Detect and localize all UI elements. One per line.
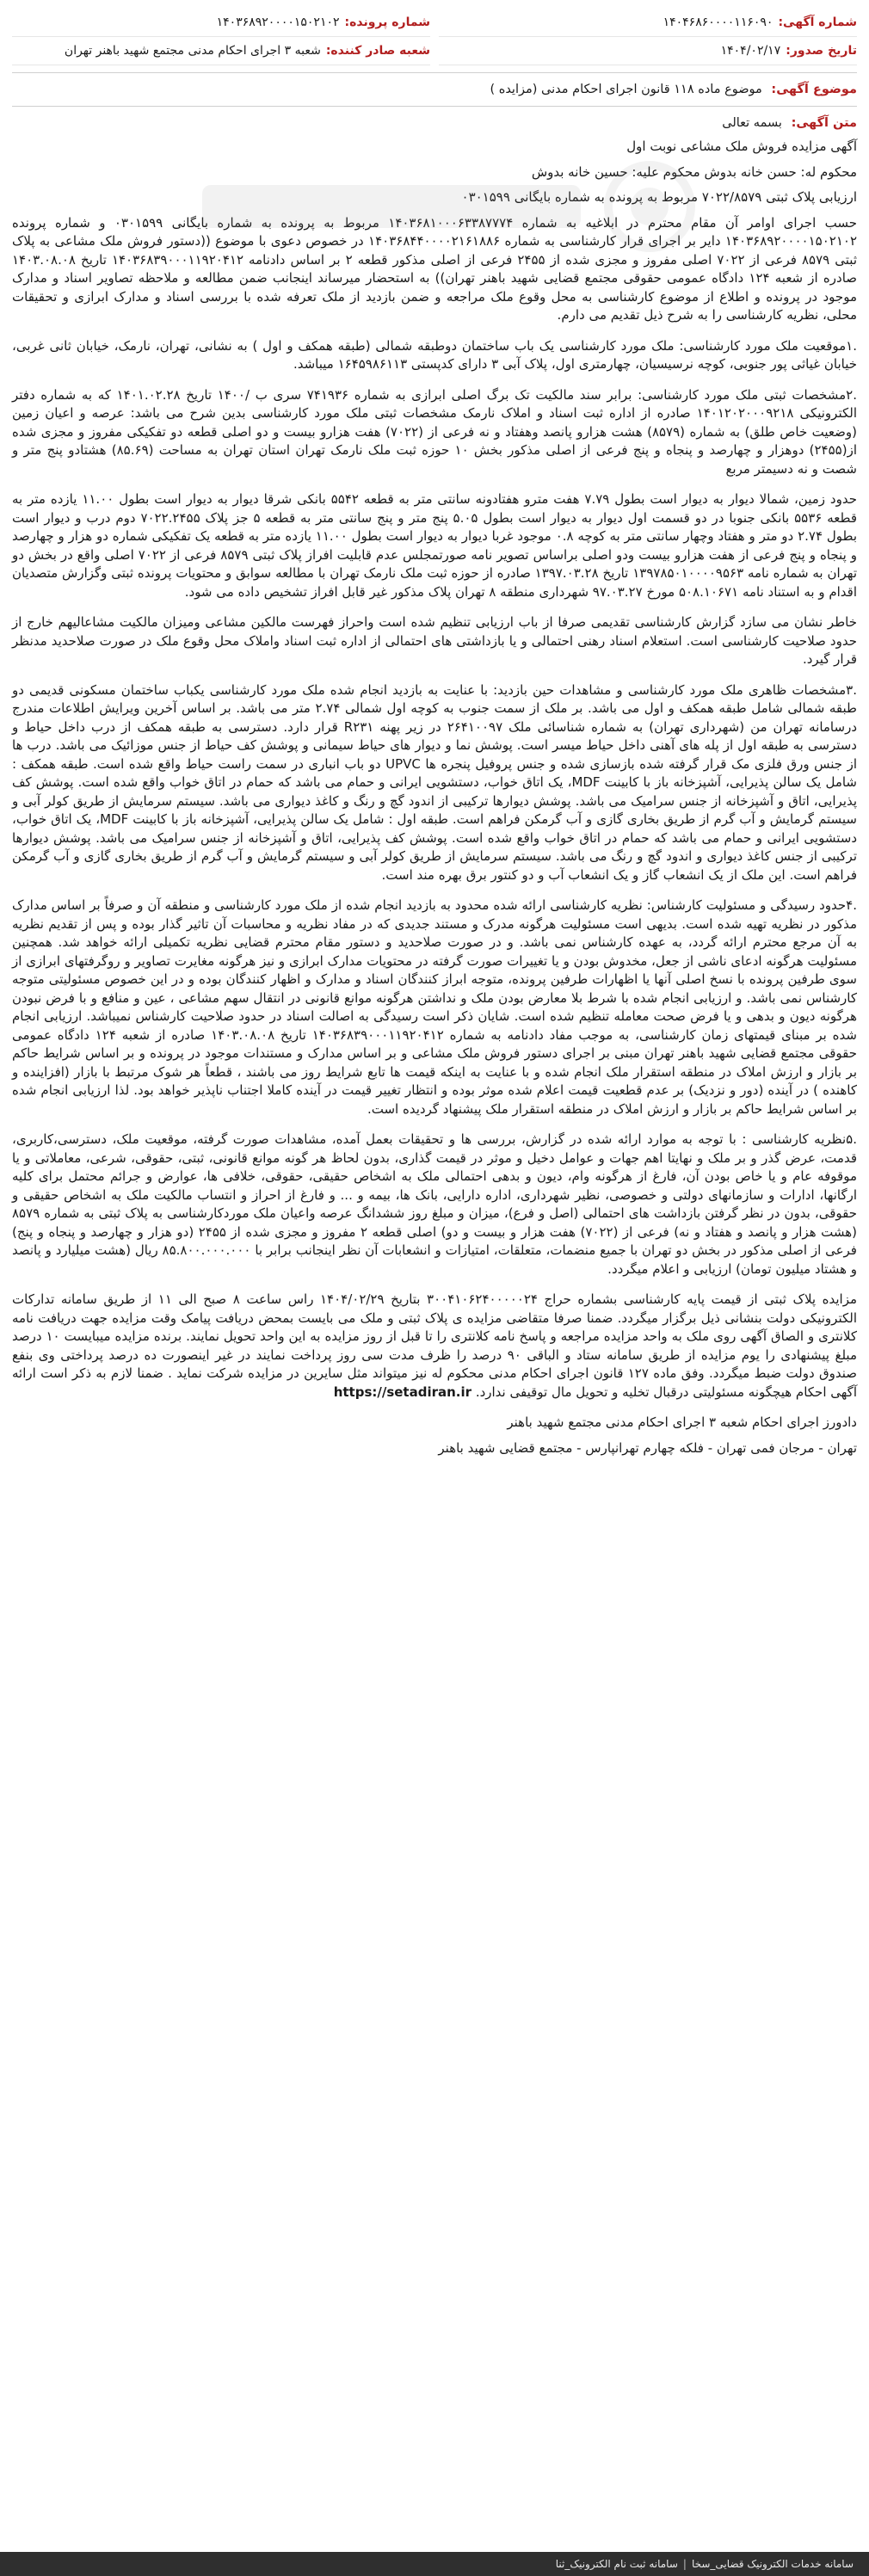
- case-number-value: ۱۴۰۳۶۸۹۲۰۰۰۰۱۵۰۲۱۰۲: [216, 15, 340, 29]
- notice-number-value: ۱۴۰۴۶۸۶۰۰۰۰۱۱۶۰۹۰: [663, 15, 773, 29]
- notice-number-label: شماره آگهی:: [778, 15, 857, 29]
- disclaimer-paragraph: خاطر نشان می سازد گزارش کارشناسی تقدیمی صرفا از باب ارزیابی تنظیم شده است واحراز فهرست مالکین مشاعی ومیزان مالکیت مشاعالیهم خارج از حدود صلاحیت کارشناسی است. استعلام اسناد رهنی احتمالی و یا بازداشتی های احتمالی از اداره ثبت اسناد واملاک محل وقوع ملک در صورت صلاحدید مدنظر قرار گیرد.: [12, 614, 857, 667]
- auction-terms-paragraph: [12, 1291, 857, 1402]
- address: تهران - مرجان فمی تهران - فلکه چهارم تهرانپارس - مجتمع قضایی شهید باهنر: [438, 1439, 857, 1456]
- notice-header: [12, 9, 857, 65]
- issue-date-value: ۱۴۰۴/۰۲/۱۷: [720, 44, 781, 58]
- setad-link[interactable]: https://setadiran.ir: [333, 1384, 472, 1400]
- issuing-branch-value: شعبه ۳ اجرای احکام مدنی مجتمع شهید باهنر تهران: [64, 44, 321, 58]
- registration-paragraph: .۲مشخصات ثبتی ملک مورد کارشناسی: برابر سند مالکیت تک برگ اصلی ابرازی به شماره ۷۴۱۹۳۶ سری ب /۱۴۰۰ تاریخ ۱۴۰۱.۰۲.۲۸ که به شماره دفتر الکترونیکی ۱۴۰۱۲۰۲۰۰۰۹۲۱۸ صادره از اداره ثبت اسناد و املاک نارمک مشخصات ثبتی ملک مورد کارشناسی بدین شرح می باشد: عرصه و اعیان زمین (وضعیت خاص طلق) به شماره (۸۵۷۹) هشت هزارو پانصد وهفتاد و نه فرعی از (۷۰۲۲) هفت هزارو بیست و دو اصلی قطعه دو تفکیکی مفروز و مجزی شده از(۲۴۵۵) دوهزار و چهارصد و پنجاه و پنج فرعی از اصلی مذکور بخش ۱۰ حوزه ثبت ملک نارمک تهران استان تهران به مساحت (۸۵.۶۹) هشتادو پنج متر و شصت و نه دسیمتر مربع: [12, 386, 858, 477]
- header-left-column: [12, 9, 430, 65]
- appearance-paragraph: .۳مشخصات ظاهری ملک مورد کارشناسی و مشاهدات حین بازدید: با عنایت به بازدید انجام شده ملک مورد کارشناسی یکباب ساختمان مسکونی قدیمی دو طبقه شمالی شامل طبقه همکف و اول می باشد. بر ملک از سمت جنوب به کوچه اول شمالی ۲.۷۴ متر می باشد. بر اساس آخرین ویرایش اطلاعات مندرج درسامانه تهران من (شهرداری تهران) به شماره شناسائی ملک ۲۶۴۱۰۰۹۷ در زیر پهنه R۲۳۱ قرار دارد. دسترسی به طبقه همکف از درب داخل حیاط و دسترسی به طبقه اول از پله های آهنی داخل حیاط میسر است. پوشش نما و دیوار های حیاط سیمانی و پوشش کف حیاط از جنس موزائیک می باشد. درب ها از جنس ورق فلزی مک قرار گرفته شده بازسازی شده و جنس پروفیل پنجره ها UPVC دو باب انباری در سمت راست حیاط واقع شده است. طبقه همکف : شامل یک سالن پذیرایی، آشپزخانه باز با کابینت MDF، یک اتاق خواب، دستشویی ایرانی و حمام می باشد که حمام در اتاق خواب واقع شده است. پوشش کف پذیرایی، اتاق و آشپزخانه از جنس سرامیک می باشد. پوشش دیوارها ترکیبی از اندود گچ و رنگ و کاغذ دیواری می باشد. سیستم سرمایش از طریق کولر آبی و سیستم گرمایش و آب گرم از طریق بخاری گازی و آب گرمکن فراهم است. طبقه اول : شامل یک سالن پذیرایی، آشپزخانه باز با کابینت MDF، یک اتاق خواب، دستشویی ایرانی و حمام می باشد که حمام در اتاق خواب واقع شده است. پوشش کف پذیرایی، اتاق و آشپزخانه از جنس سرامیک می باشد. پوشش دیوارها ترکیبی از جنس کاغذ دیواری و اندود گچ و رنگ می باشد. سیستم سرمایش از طریق کولر آبی و سیستم گرمایش و آب گرم از طریق بخاری گازی و آب گرمکن فراهم است. این ملک از یک انشعاب گاز و یک انشعاب آب و دو کنتور برق بهره مند است.: [12, 681, 858, 883]
- notice-text-label: متن آگهی:: [791, 116, 857, 130]
- header-divider: [12, 72, 857, 73]
- notice-subject: [12, 80, 857, 99]
- issue-date-row: [439, 37, 857, 65]
- boundaries-paragraph: حدود زمین، شمالا دیوار به دیوار است بطول ۷.۷۹ هفت مترو هفتادونه سانتی متر به قطعه ۵۵۴۲ بانکی شرقا دیوار به دیوار است بطول ۱۱.۰۰ یازده متر به قطعه ۵۵۳۶ بانکی جنوبا در دو قسمت اول دیوار به دیوار است بطول ۵.۰۵ پنج متر و پنج سانتی متر به قطعه ۵ جز پلاک ۷۰۲۲.۲۴۵۵ دوم درب و دیوار است بطول ۲.۷۴ دو متر و هفتاد وچهار سانتی متر به کوچه ۰.۸ موجود غربا دیوار به دیوار است بطول ۱۱.۰۰ یازده متر به قطعه یک تفکیکی شماره دو هزار و چهارصد و پنجاه و پنج فرعی از هفت هزارو بیست ودو اصلی براساس تصویر نامه صورتمجلس عدم قابلیت افراز پلاک ثبتی ۸۵۷۹ فرعی از ۷۰۲۲ اصلی واقع در بخش دو تهران به شماره نامه ۱۳۹۷۸۵۰۱۰۰۰۰۹۵۶۳ تاریخ ۱۳۹۷.۰۳.۲۸ صادره از حوزه ثبت ملک نارمک تهران با مطالعه سوابق و محتویات پرونده ثبتی وگزارش متصدیان اقدام و به استناد نامه ۵۰۸.۱۰۶۷۱ مورخ ۹۷.۰۳.۲۷ شهرداری منطقه ۸ تهران پلاک مذکور غیر قابل افراز تشخیص داده می شود.: [12, 491, 858, 600]
- notice-number-row: [439, 9, 857, 37]
- footer-bar: [0, 2552, 869, 2576]
- location-paragraph: .۱موقعیت ملک مورد کارشناسی: ملک مورد کارشناسی یک باب ساختمان دوطبقه شمالی (طبقه همکف و اول ) به نشانی، تهران، نارمک، خیابان ثانی غربی، خیابان غیاثی پور جنوبی، کوچه نرسیسیان، چهارمتری اول، پلاک آبی ۳ دارای کدپستی ۱۶۴۵۹۸۶۱۱۳ میباشد.: [12, 337, 857, 372]
- signature: دادورز اجرای احکام شعبه ۳ اجرای احکام مدنی مجتمع شهید باهنر: [507, 1414, 857, 1430]
- header-right-column: [439, 9, 857, 65]
- notice-body: [12, 138, 857, 1457]
- parties: محکوم له: حسن خانه بدوش محکوم علیه: حسین خانه بدوش: [531, 163, 857, 180]
- notice-text-heading: [12, 114, 857, 132]
- intro-paragraph: حسب اجرای اوامر آن مقام محترم در ابلاغیه به شماره ۱۴۰۳۶۸۱۰۰۰۶۳۳۸۷۷۷۴ مربوط به پرونده به شماره بایگانی ۰۳۰۱۵۹۹ و شماره پرونده ۱۴۰۳۶۸۹۲۰۰۰۰۱۵۰۲۱۰۲ دایر بر اجرای قرار کارشناسی به شماره ۱۴۰۳۶۸۴۴۰۰۰۰۲۱۶۱۸۸۶ در خصوص دعوی با موضوع ((دستور فروش ملک مشاعی به پلاک ثبتی ۸۵۷۹ فرعی از ۷۰۲۲ اصلی مفروز و مجزی شده از ۲۴۵۵ فرعی از اصلی مذکور قطعه ۲ بر اساس دادنامه ۱۴۰۳۶۸۳۹۰۰۰۱۱۹۲۰۴۱۲ تاریخ ۱۴۰۳.۰۸.۰۸ صادره از شعبه ۱۲۴ دادگاه عمومی حقوقی مجتمع قضایی شهید باهنر تهران)) به استحضار میرساند اینجانب ضمن مطالعه و ملاحظه تصاویر اسناد و مدارک موجود در پرونده و اطلاع از موضوع کارشناسی به محل وقوع ملک مراجعه و ضمن بازدید از ملک تعرفه شده با بررسی اسناد و مدارک ابرازی و تحقیقات محلی، نظریه کارشناسی را به شرح ذیل تقدیم می دارم.: [12, 214, 858, 323]
- expert-opinion-paragraph: .۵نظریه کارشناسی : با توجه به موارد ارائه شده در گزارش، بررسی ها و تحقیقات بعمل آمده، مشاهدات صورت گرفته، موقعیت ملک، دسترسی،کاربری، قدمت، عرض گذر و بر ملک و نهایتا اهم جهات و عوامل دخیل و موثر در قیمت گذاری، بدون لحاظ هر گونه موانع قانونی، ثبتی، حقوقی، شرعی، معاملاتی و یا موقوفه عام و یا خاص بودن آن، فارغ از هرگونه وام، دیون و بدهی احتمالی ملک به اشخاص حقیقی، حقوقی، خلافی ها، عوارض و جرائم محتمل برای کلیه ارگانها، ادارات و سازمانهای دولتی و خصوصی، نظیر شهرداری، اداره دارایی، بانک ها، بیمه و ... و فارغ از احراز و انتساب مالکیت ملک به اشخاص حقیقی و حقوقی، بدون در نظر گرفتن بازداشت های احتمالی (اصل و فرع)، میزان و مبلغ روز ششدانگ عرصه واعیان ملک موردکارشناسی به پلاک ثبتی به شماره ۸۵۷۹ (هشت هزار و پانصد و هفتاد و نه) فرعی از (۷۰۲۲) هفت هزار و بیست و دو) اصلی قطعه ۲ مفروز و مجزی شده از ۲۴۵۵ (دو هزار و چهارصد و پنجاه و پنج) فرعی از اصلی مذکور در بخش دو تهران با جمیع منضمات، متعلقات، امتیازات و انشعابات آن نظر اینجانب برابر با ۸۵.۸۰۰.۰۰۰.۰۰۰ ریال (هشت میلیارد و پانصد و هشتاد میلیون تومان) ارزیابی و اعلام میگردد.: [12, 1131, 857, 1277]
- subject-divider: [12, 106, 857, 107]
- issuing-branch-row: [12, 37, 430, 65]
- notice-text-value: بسمه تعالی: [722, 116, 782, 130]
- footer-link-sana[interactable]: سامانه ثبت نام الکترونیک_ثنا: [555, 2558, 678, 2570]
- footer-link-sakha[interactable]: سامانه خدمات الکترونیک قضایی_سخا: [691, 2558, 854, 2570]
- notice-subject-label: موضوع آگهی:: [771, 83, 857, 96]
- case-number-label: شماره پرونده:: [344, 15, 430, 29]
- footer-separator: |: [682, 2558, 687, 2570]
- auction-title: آگهی مزایده فروش ملک مشاعی نوبت اول: [626, 139, 857, 154]
- valuation-heading: ارزیابی پلاک ثبتی ۷۰۲۲/۸۵۷۹ مربوط به پرونده به شماره بایگانی ۰۳۰۱۵۹۹: [461, 189, 857, 205]
- auction-terms-text: مزایده پلاک ثبتی از قیمت پایه کارشناسی بشماره حراج ۳۰۰۴۱۰۶۲۴۰۰۰۰۰۲۴ بتاریخ ۱۴۰۴/۰۲/۲۹ راس ساعت ۸ صبح الی ۱۱ از طریق سامانه تدارکات الکترونیکی دولت بنشانی ذیل برگزار میگردد. ضمنا صرفا متقاضی مزایده ی پلاک ثبتی و ملک می بایست بمحض دریافت پیامک وقت مزایده جهت دریافت نامه کلانتری و الصاق آگهی روی ملک به واحد مزایده مراجعه و پاسخ نامه کلانتری را تا قبل از روز مزایده به این واحد تحویل نمایند. برنده مزایده میبایست ۱۰ درصد مبلغ پیشنهادی را یوم مزایده از طریق سامانه ستاد و الباقی ۹۰ درصد را ظرف مدت سی روز پرداخت نمایند در غیر اینصورت ده درصد پرداختی وی بنفع صندوق دولت ضبط میگردد. وفق ماده ۱۲۷ قانون اجرای احکام مدنی محکوم له نیز میتواند مثل سایرین در مزایده شرکت نماید . ضمنا لازم به ذکر است ارائه آگهی احکام هیچگونه مسئولیتی درقبال تخلیه و تحویل مال توقیفی ندارد.: [12, 1291, 858, 1400]
- issue-date-label: تاریخ صدور:: [786, 44, 857, 58]
- issuing-branch-label: شعبه صادر کننده:: [325, 44, 430, 58]
- scope-paragraph: .۴حدود رسیدگی و مسئولیت کارشناس: نظریه کارشناسی ارائه شده محدود به بازدید انجام شده از ملک مورد کارشناسی و منطقه آن و صرفاً بر اساس مدارک مذکور در نظریه تهیه شده است. بدیهی است مسئولیت هرگونه مدرک و مستند جدیدی که در مفاد نظریه و محاسبات آن تاثیر گذار بوده و پس از تقدیم نظریه به آن مرجع محترم ارائه گردد، به عهده کارشناس نمی باشد. و در صورت صلاحدید و دستور مقام محترم قضایی نظریه تکمیلی ارائه خواهد شد. همچنین مسئولیت هرگونه ادعای ناشی از جعل، مخدوش بودن و یا تغییرات صورت گرفته در محتویات مدارک ابرازی و نیز هرگونه مغایرت تصاویر و روگرفتهای ابرازی از سوی طرفین پرونده با نسخ اصلی آنها یا اظهارات طرفین پرونده، متوجه ابراز کنندگان اسناد و مدارک و اظهار کنندگان بوده و در این خصوص مسئولیتی متوجه کارشناس نمی باشد. و ارزیابی انجام شده با شرط بلا معارض بودن ملک و نداشتن هرگونه موانع قانونی در انتقال سهم مشاعی ، عین و منافع و با فرض نبودن هرگونه دیون و بدهی و یا فرض صحت معامله تنظیم شده است. شایان ذکر است رسیدگی به اصالت اسناد در حدود صلاحیت کارشناس نمیباشد. ارزیابی انجام شده بر مبنای قیمتهای زمان کارشناسی، به موجب مفاد دادنامه به شماره ۱۴۰۳۶۸۳۹۰۰۰۱۱۹۲۰۴۱۲ تاریخ ۱۴۰۳.۰۸.۰۸ صادره از شعبه ۱۲۴ دادگاه عمومی حقوقی مجتمع قضایی شهید باهنر تهران مبنی بر اجرای دستور فروش ملک مشاعی و بر اساس مدارک و مستندات موجود در پرونده و بر اساس شرایط حاکم بر بازار و ارزش املاک در منطقه استقرار ملک انجام شده و با عنایت به اینکه قیمت ها تابع شرایط روز می باشند ، قطعاً هر شوک مرتبط با بازار (افزاینده و کاهنده ) در آینده (دور و نزدیک) بر عدم قطعیت قیمت اعلام شده موثر بوده و انتظار تغییر قیمت در آینده کاملا اجتناب ناپذیر خواهد بود. لذا ارزیابی انجام شده بر اساس شرایط حاکم بر بازار و ارزش املاک در منطقه استقرار ملک پیشنهاد گردیده است.: [12, 897, 857, 1117]
- case-number-row: [12, 9, 430, 37]
- notice-subject-value: موضوع ماده ۱۱۸ قانون اجرای احکام مدنی (مزایده ): [490, 83, 762, 96]
